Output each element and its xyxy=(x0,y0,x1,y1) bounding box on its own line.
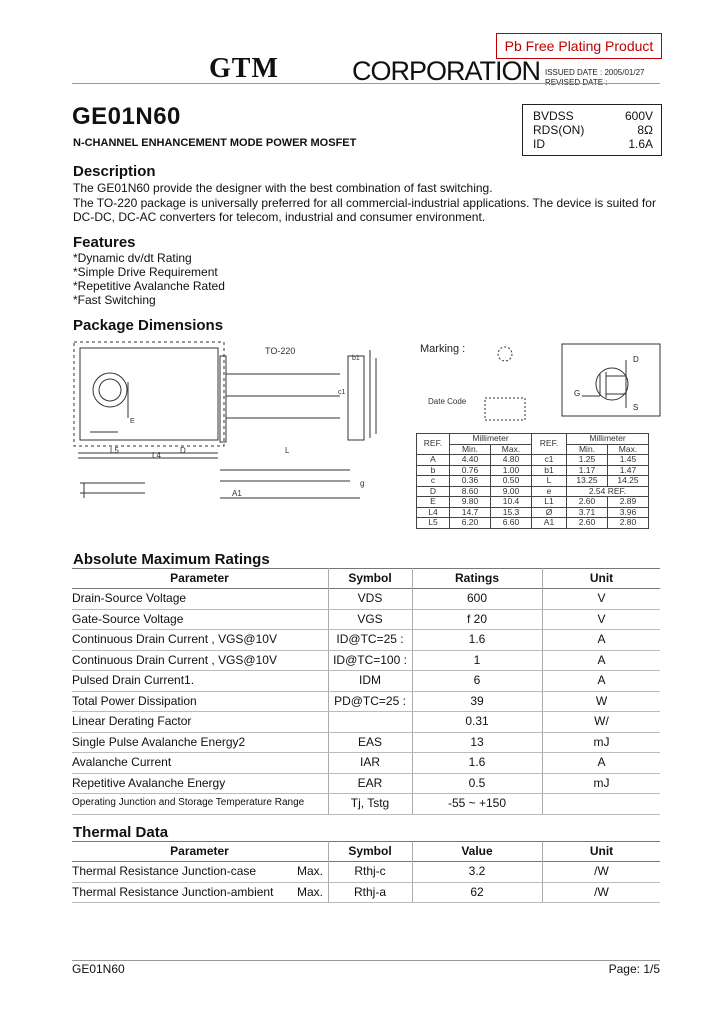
dim-cell: A xyxy=(417,455,450,466)
dim-cell: 4.80 xyxy=(491,455,532,466)
package-heading: Package Dimensions xyxy=(73,317,224,334)
dim-cell: L4 xyxy=(417,507,450,518)
table-row xyxy=(72,629,660,649)
dim-cell: 2.60 xyxy=(567,518,608,529)
description-line: The GE01N60 provide the designer with the best combination of fast switching. xyxy=(73,181,493,195)
param-cell: Single Pulse Avalanche Energy2 xyxy=(72,734,246,749)
part-number: GE01N60 xyxy=(72,103,181,130)
pin-label-d: D xyxy=(633,355,639,364)
revised-label: REVISED DATE : xyxy=(545,78,608,87)
dim-cell: 9.00 xyxy=(491,486,532,497)
to220-label: TO-220 xyxy=(265,346,296,356)
amr-table xyxy=(72,568,660,815)
rating-cell: -55 ~ +150 xyxy=(447,796,507,810)
table-row xyxy=(72,793,660,813)
symbol-cell: IAR xyxy=(359,755,380,769)
col-parameter: Parameter xyxy=(170,844,229,858)
key-param-name: RDS(ON) xyxy=(533,123,585,137)
dim-cell: 2.54 REF. xyxy=(567,486,649,497)
rating-cell: 1.6 xyxy=(468,632,486,646)
dim-cell: b1 xyxy=(532,465,567,476)
value-cell: 3.2 xyxy=(468,864,486,878)
issued-label: ISSUED DATE : xyxy=(545,68,603,77)
dim-cell: 2.60 xyxy=(567,497,608,508)
col-value: Value xyxy=(461,844,493,858)
param-cell: Thermal Resistance Junction-case xyxy=(72,864,257,878)
dim-cell: 15.3 xyxy=(491,507,532,518)
dim-cell: L xyxy=(532,476,567,487)
dim-cell: 6.20 xyxy=(450,518,491,529)
param-cell: Avalanche Current xyxy=(72,755,172,769)
unit-cell: /W xyxy=(594,864,609,878)
footer-page: Page: 1/5 xyxy=(608,962,660,976)
symbol-cell: PD@TC=25 : xyxy=(334,693,406,708)
unit-cell: mJ xyxy=(593,734,610,749)
header-rule xyxy=(72,83,660,84)
key-param-id xyxy=(533,137,653,153)
col-symbol: Symbol xyxy=(348,844,392,858)
pin-label-s: S xyxy=(633,403,639,412)
amr-header-row xyxy=(72,568,660,588)
dim-max-header: Max. xyxy=(608,444,649,455)
rating-cell: 600 xyxy=(466,591,488,605)
dim-label-a1: A1 xyxy=(232,489,242,498)
rating-cell: f 20 xyxy=(466,611,487,626)
table-row xyxy=(72,861,660,881)
feature-item: *Dynamic dv/dt Rating xyxy=(73,251,192,265)
dim-cell: 1.47 xyxy=(608,465,649,476)
key-param-name: BVDSS xyxy=(533,109,574,123)
table-row xyxy=(72,882,660,902)
dim-cell: L1 xyxy=(532,497,567,508)
unit-cell: A xyxy=(597,652,606,667)
company-name: CORPORATION xyxy=(352,56,541,86)
issue-dates xyxy=(545,68,644,88)
table-row xyxy=(72,732,660,752)
dimension-table xyxy=(416,433,649,529)
dim-cell: 3.71 xyxy=(567,507,608,518)
col-unit: Unit xyxy=(589,844,614,858)
unit-cell: A xyxy=(597,632,606,646)
footer-part: GE01N60 xyxy=(72,962,125,976)
symbol-cell: Tj, Tstg xyxy=(350,796,390,810)
feature-item: *Fast Switching xyxy=(73,293,156,307)
table-row xyxy=(417,518,649,529)
features-list xyxy=(73,251,225,307)
table-row xyxy=(72,752,660,772)
symbol-cell xyxy=(329,711,411,731)
feature-item: *Repetitive Avalanche Rated xyxy=(73,279,225,293)
symbol-cell: ID@TC=25 : xyxy=(336,632,404,646)
row-divider xyxy=(72,814,660,815)
table-row xyxy=(72,773,660,793)
dim-cell: A1 xyxy=(532,518,567,529)
max-cell: Max. xyxy=(297,884,324,899)
footer xyxy=(72,962,660,976)
dim-cell: c xyxy=(417,476,450,487)
dim-group-header: Millimeter xyxy=(567,434,649,445)
rating-cell: 6 xyxy=(473,673,481,687)
rating-cell: 0.31 xyxy=(465,714,489,728)
dim-cell: 1.25 xyxy=(567,455,608,466)
param-cell: Operating Junction and Storage Temperature Range xyxy=(72,797,305,808)
table-row xyxy=(417,476,649,487)
thermal-table xyxy=(72,841,660,903)
dim-cell: 0.36 xyxy=(450,476,491,487)
param-cell: Drain-Source Voltage xyxy=(72,591,187,605)
value-cell: 62 xyxy=(470,884,484,899)
dim-cell: 6.60 xyxy=(491,518,532,529)
dim-min-header: Min. xyxy=(567,444,608,455)
dim-cell: 14.25 xyxy=(608,476,649,487)
param-cell: Continuous Drain Current , VGS@10V xyxy=(72,652,277,667)
unit-cell xyxy=(543,793,660,813)
description-line: The TO-220 package is universally preferred for all commercial-industrial applications. The device is suited for xyxy=(73,195,656,210)
table-row xyxy=(72,711,660,731)
dim-ref-header: REF. xyxy=(532,434,567,455)
symbol-cell: VGS xyxy=(357,611,383,626)
dim-min-header: Min. xyxy=(450,444,491,455)
param-cell: Pulsed Drain Current1. xyxy=(72,673,195,687)
dim-cell: 13.25 xyxy=(567,476,608,487)
feature-item: *Simple Drive Requirement xyxy=(73,265,218,279)
dim-max-header: Max. xyxy=(491,444,532,455)
symbol-cell: EAS xyxy=(357,734,382,749)
param-cell: Linear Derating Factor xyxy=(72,714,192,728)
dim-cell: e xyxy=(532,486,567,497)
dim-cell: 8.60 xyxy=(450,486,491,497)
col-parameter: Parameter xyxy=(170,571,229,585)
rating-cell: 1.6 xyxy=(468,755,486,769)
table-row xyxy=(72,609,660,629)
dim-label-e: E xyxy=(130,418,135,425)
symbol-cell: Rthj-a xyxy=(353,884,386,899)
table-row xyxy=(417,507,649,518)
dim-cell: 2.80 xyxy=(608,518,649,529)
features-heading: Features xyxy=(73,234,136,251)
table-row xyxy=(417,497,649,508)
key-param-value: 8Ω xyxy=(637,123,653,137)
symbol-cell: VDS xyxy=(357,591,383,605)
dim-cell: 9.80 xyxy=(450,497,491,508)
table-row xyxy=(417,455,649,466)
table-row xyxy=(72,650,660,670)
dim-label-b1: b1 xyxy=(352,355,360,362)
param-cell: Thermal Resistance Junction-ambient xyxy=(72,884,274,899)
dim-ref-header: REF. xyxy=(417,434,450,455)
rating-cell: 39 xyxy=(470,693,484,708)
pb-free-badge: Pb Free Plating Product xyxy=(496,33,662,59)
dim-label-c1: c1 xyxy=(338,389,346,396)
dim-cell: 2.89 xyxy=(608,497,649,508)
dim-cell: 1.45 xyxy=(608,455,649,466)
dim-label-l5: L5 xyxy=(110,446,119,455)
gtm-logo: GTM xyxy=(209,53,279,84)
unit-cell: W xyxy=(595,693,608,708)
unit-cell: W/ xyxy=(594,714,609,728)
rating-cell: 0.5 xyxy=(468,775,486,790)
issued-value: 2005/01/27 xyxy=(604,68,645,77)
col-ratings: Ratings xyxy=(454,571,499,585)
symbol-cell: ID@TC=100 : xyxy=(333,652,407,667)
param-cell: Continuous Drain Current , VGS@10V xyxy=(72,632,277,646)
symbol-cell: EAR xyxy=(357,775,383,790)
dim-label-l: L xyxy=(285,446,290,455)
dim-cell: 4.40 xyxy=(450,455,491,466)
thermal-heading: Thermal Data xyxy=(73,824,169,841)
key-param-value: 1.6A xyxy=(628,137,653,151)
dim-cell: L5 xyxy=(417,518,450,529)
pin-label-g: G xyxy=(574,389,581,398)
col-unit: Unit xyxy=(589,571,614,585)
max-cell: Max. xyxy=(297,864,324,878)
dim-cell: 1.17 xyxy=(567,465,608,476)
dim-cell: Ø xyxy=(532,507,567,518)
dim-cell: 10.4 xyxy=(491,497,532,508)
rating-cell: 1 xyxy=(473,652,481,667)
dim-cell: 0.76 xyxy=(450,465,491,476)
dim-cell: c1 xyxy=(532,455,567,466)
dim-cell: 3.96 xyxy=(608,507,649,518)
unit-cell: mJ xyxy=(593,775,610,790)
date-code-label: Date Code xyxy=(428,397,467,406)
table-row xyxy=(72,670,660,690)
dim-cell: 1.00 xyxy=(491,465,532,476)
rating-cell: 13 xyxy=(470,734,484,749)
param-cell: Gate-Source Voltage xyxy=(72,611,184,626)
dim-cell: E xyxy=(417,497,450,508)
dim-label-l4: L4 xyxy=(152,451,161,460)
dim-cell: 14.7 xyxy=(450,507,491,518)
param-cell: Repetitive Avalanche Energy xyxy=(72,775,226,790)
footer-rule xyxy=(72,960,660,961)
marking-label: Marking : xyxy=(420,343,466,355)
dim-label-g: g xyxy=(360,479,365,488)
table-row xyxy=(72,691,660,711)
unit-cell: V xyxy=(597,591,606,605)
thermal-header-row xyxy=(72,841,660,861)
unit-cell: A xyxy=(597,673,606,687)
symbol-cell: Rthj-c xyxy=(354,864,386,878)
row-divider xyxy=(72,902,660,903)
dim-cell: b xyxy=(417,465,450,476)
key-param-name: ID xyxy=(533,137,545,151)
description-text xyxy=(73,181,673,225)
table-row xyxy=(417,465,649,476)
table-row xyxy=(72,588,660,608)
amr-heading: Absolute Maximum Ratings xyxy=(73,551,270,568)
key-param-value: 600V xyxy=(624,109,653,123)
dim-group-header: Millimeter xyxy=(450,434,532,445)
key-params-box xyxy=(522,104,662,156)
dim-cell: 0.50 xyxy=(491,476,532,487)
description-heading: Description xyxy=(73,163,156,180)
col-symbol: Symbol xyxy=(348,571,392,585)
table-row xyxy=(417,486,649,497)
dim-cell: D xyxy=(417,486,450,497)
unit-cell: V xyxy=(597,611,606,626)
unit-cell: A xyxy=(597,755,606,769)
unit-cell: /W xyxy=(594,884,609,899)
param-cell: Total Power Dissipation xyxy=(72,693,197,708)
symbol-cell: IDM xyxy=(359,673,381,687)
part-subtitle: N-CHANNEL ENHANCEMENT MODE POWER MOSFET xyxy=(73,137,357,149)
description-line: DC-DC, DC-AC converters for telecom, industrial and consumer environment. xyxy=(73,210,486,224)
dim-label-d: D xyxy=(180,446,186,455)
